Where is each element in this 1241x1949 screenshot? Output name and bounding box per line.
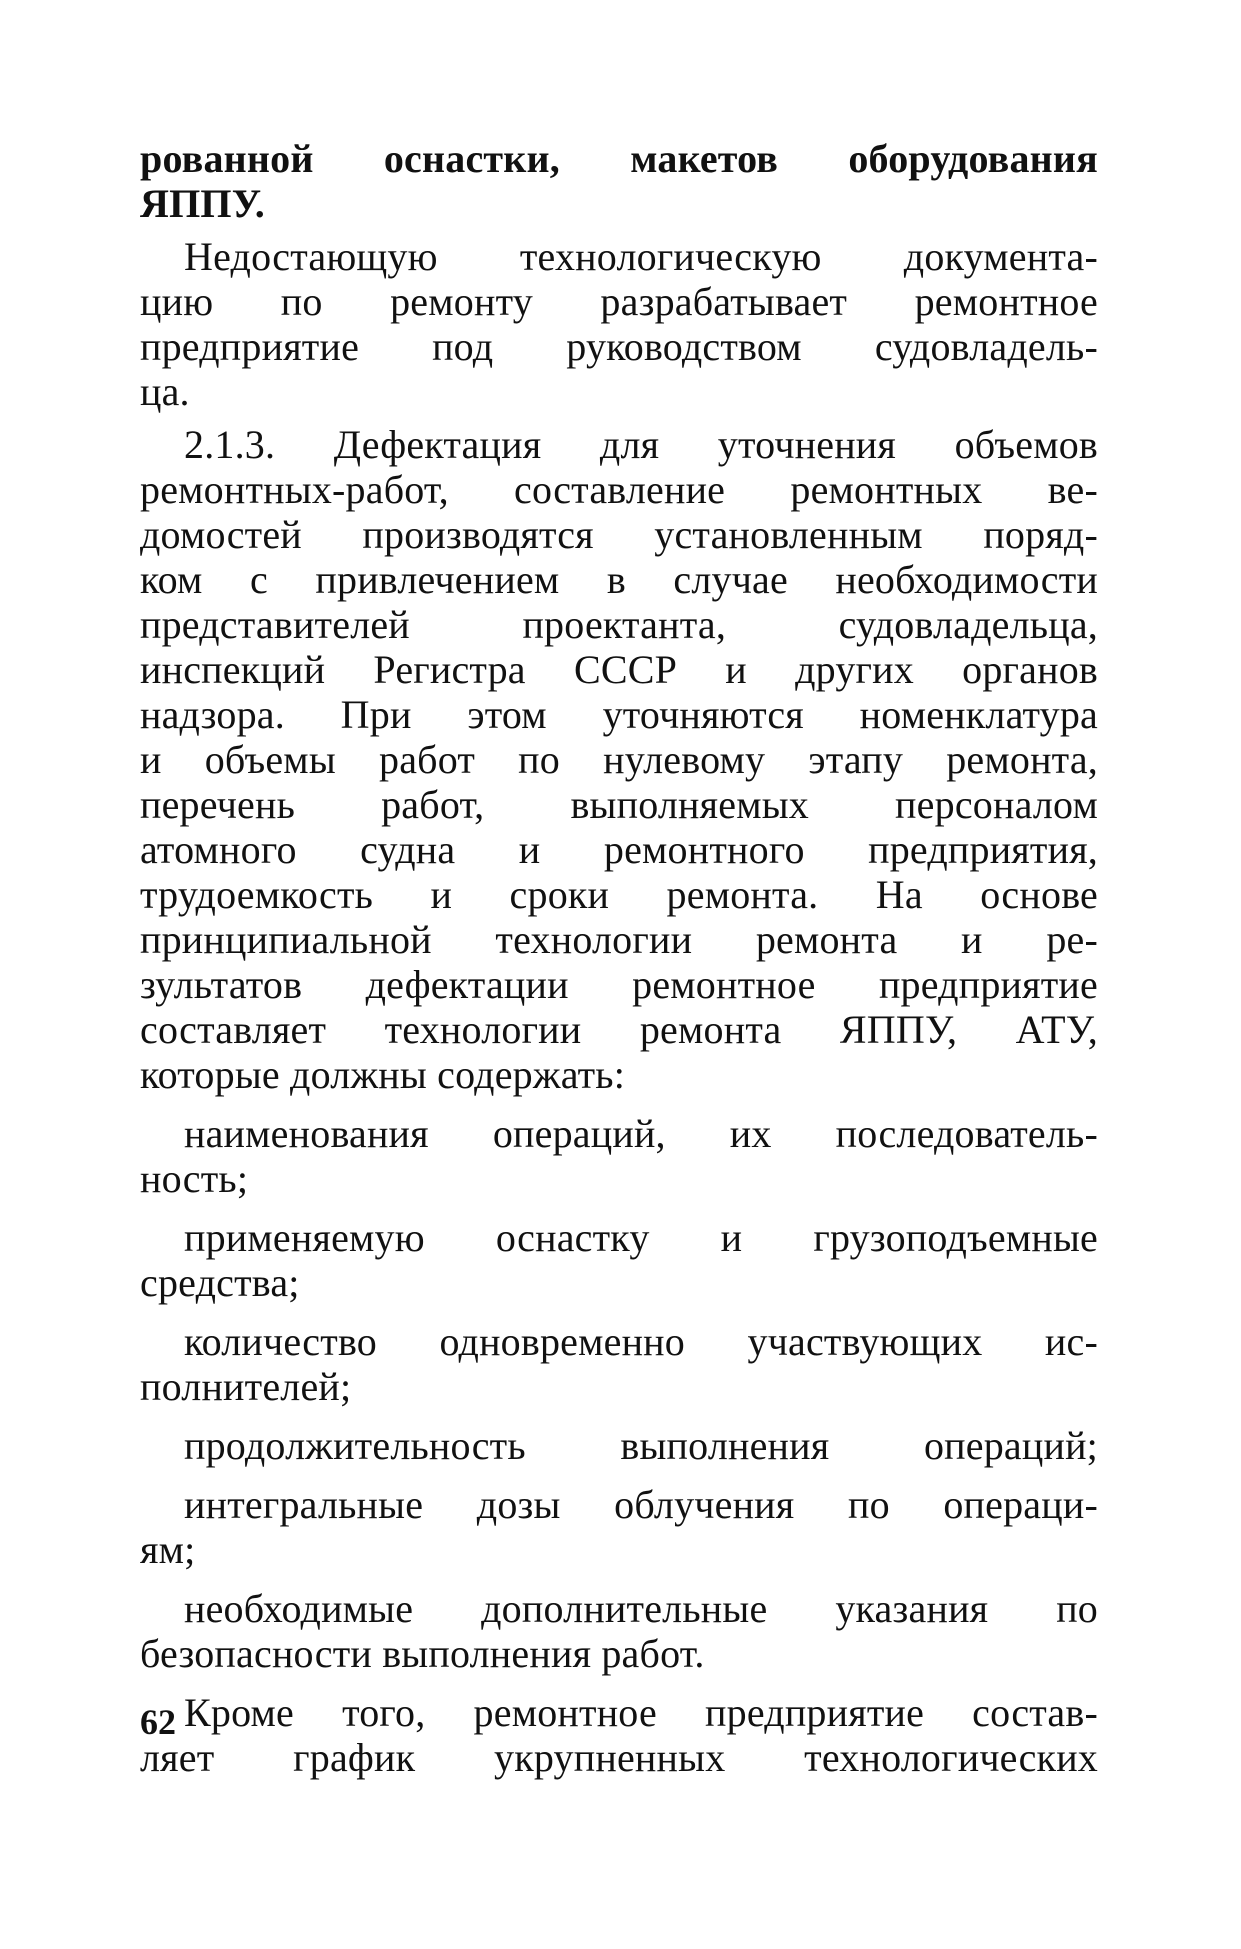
body-text (140, 136, 1098, 1780)
text-line: ремонтных-работ, составление ремонтных ве- (140, 467, 1098, 512)
paragraph-continuation (140, 136, 1098, 226)
text-line: составляет технологии ремонта ЯППУ, АТУ, (140, 1007, 1098, 1052)
text-line: перечень работ, выполняемых персоналом (140, 782, 1098, 827)
paragraph-schedule (140, 1690, 1098, 1780)
text-line: принципиальной технологии ремонта и ре- (140, 917, 1098, 962)
text-line: которые должны содержать: (140, 1052, 626, 1097)
list-item (140, 1215, 1098, 1305)
text-line: безопасности выполнения работ. (140, 1631, 705, 1676)
list-item (140, 1586, 1098, 1676)
text-line: предприятие под руководством судовладель- (140, 324, 1098, 369)
text-line: полнителей; (140, 1364, 352, 1409)
text-line: применяемую оснастку и грузоподъемные (184, 1215, 1098, 1260)
text-line: ком с привлечением в случае необходимости (140, 557, 1098, 602)
text-line: количество одновременно участвующих ис- (184, 1319, 1098, 1364)
text-line: представителей проектанта, судовладельца, (140, 602, 1098, 647)
text-line: продолжительность выполнения операций; (184, 1423, 1098, 1468)
list-item (140, 1423, 1098, 1468)
page-number: 62 (140, 1702, 176, 1742)
text-line: надзора. При этом уточняются номенклатура (140, 692, 1098, 737)
text-line: наименования операций, их последователь- (184, 1111, 1098, 1156)
text-line: Кроме того, ремонтное предприятие состав- (184, 1690, 1098, 1735)
text-line: зультатов дефектации ремонтное предприятие (140, 962, 1098, 1007)
text-line: рованной оснастки, макетов оборудования (140, 136, 1098, 181)
list-item (140, 1111, 1098, 1201)
paragraph-documentation (140, 234, 1098, 414)
text-line: интегральные дозы облучения по операци- (184, 1482, 1098, 1527)
text-line: ляет график укрупненных технологических (140, 1735, 1098, 1780)
text-line: и объемы работ по нулевому этапу ремонта, (140, 737, 1098, 782)
text-line: цию по ремонту разрабатывает ремонтное (140, 279, 1098, 324)
text-line: ца. (140, 369, 190, 414)
text-line: ям; (140, 1527, 196, 1572)
text-line: ность; (140, 1156, 249, 1201)
list-item (140, 1482, 1098, 1572)
text-line: домостей производятся установленным поряд- (140, 512, 1098, 557)
list-item (140, 1319, 1098, 1409)
text-line: атомного судна и ремонтного предприятия, (140, 827, 1098, 872)
text-line: необходимые дополнительные указания по (184, 1586, 1098, 1631)
paragraph-section-2-1-3 (140, 422, 1098, 1097)
text-line: трудоемкость и сроки ремонта. На основе (140, 872, 1098, 917)
text-line: средства; (140, 1260, 300, 1305)
text-line: ЯППУ. (140, 181, 265, 226)
text-line: Недостающую технологическую документа- (184, 234, 1098, 279)
text-line: 2.1.3. Дефектация для уточнения объемов (184, 422, 1098, 467)
text-line: инспекций Регистра СССР и других органов (140, 647, 1098, 692)
